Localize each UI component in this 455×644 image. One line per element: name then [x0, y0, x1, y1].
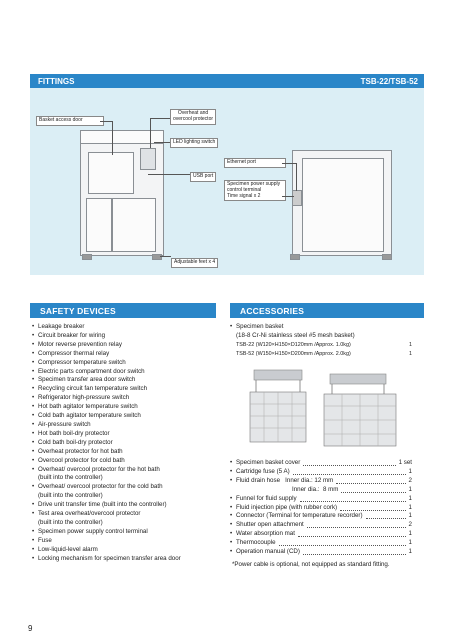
page-number: 9	[28, 624, 33, 633]
accessory-item	[230, 459, 412, 468]
basket-tsb22: TSB-22 (W120×H150×D120mm /Approx. 1.0kg)	[236, 341, 351, 348]
accessory-item	[230, 512, 412, 521]
accessory-label: Cartridge fuse (5 A)	[236, 467, 290, 475]
foot	[152, 254, 162, 260]
lower-door-left	[86, 198, 112, 252]
safety-devices-list	[32, 323, 232, 563]
machine-side-panel	[302, 158, 384, 252]
accessory-item	[230, 521, 412, 530]
safety-device-item: • Recycling circuit fan temperature switch	[32, 385, 232, 394]
dot-leader	[336, 483, 406, 484]
bullet: •	[230, 530, 233, 538]
accessory-label: Inner dia.: 8 mm	[292, 485, 339, 493]
foot	[82, 254, 92, 260]
leader-line	[150, 118, 170, 119]
accessory-qty: 1	[408, 512, 412, 520]
foot	[382, 254, 392, 260]
accessory-item	[230, 530, 412, 539]
leader-line	[148, 174, 190, 175]
accessory-label: Connector (Terminal for temperature recorder)	[236, 512, 363, 520]
safety-device-item: • Drive unit transfer time (built into the controller)	[32, 501, 232, 510]
label-ethernet-port: Ethernet port	[224, 158, 286, 168]
label-led-switch: LED lighting switch	[170, 138, 218, 148]
fittings-header	[30, 74, 424, 88]
safety-devices-header: SAFETY DEVICES	[30, 303, 216, 318]
safety-device-item: • Specimen power supply control terminal	[32, 528, 232, 537]
safety-device-item: • Overcool protector for cold bath	[32, 457, 232, 466]
safety-device-item: • Specimen transfer area door switch	[32, 376, 232, 385]
safety-device-item: • Leakage breaker	[32, 323, 232, 332]
safety-device-item: • Motor reverse prevention relay	[32, 341, 232, 350]
accessory-item	[230, 539, 412, 548]
dot-leader	[366, 518, 406, 519]
leader-line	[154, 142, 170, 143]
accessory-item	[230, 504, 412, 513]
accessory-qty: 2	[408, 476, 412, 484]
label-specimen-terminal: Specimen power supply control terminal Time signal x 2	[224, 180, 286, 201]
accessory-qty: 1	[408, 485, 412, 493]
label-overheat-protector: Overheat and overcool protector	[170, 109, 216, 125]
accessory-qty: 1	[408, 494, 412, 502]
safety-device-item: • Fuse	[32, 537, 232, 546]
control-panel	[140, 148, 156, 170]
accessory-qty: 1	[408, 539, 412, 547]
safety-device-item: • Overheat protector for hot bath	[32, 448, 232, 457]
accessory-label: Fluid injection pipe (with rubber cork)	[236, 503, 338, 511]
machine-front-top	[80, 130, 164, 144]
lower-door-right	[112, 198, 156, 252]
basket-tsb52: TSB-52 (W150×H150×D200mm /Approx. 2.0kg)	[236, 350, 351, 357]
accessory-label: Operation manual (CD)	[236, 548, 300, 555]
safety-device-item: • Locking mechanism for specimen transfer area door	[32, 555, 232, 564]
safety-device-item: • Cold bath agitator temperature switch	[32, 412, 232, 421]
accessory-item	[230, 548, 412, 557]
leader-line	[282, 163, 296, 164]
accessory-item	[230, 468, 412, 477]
fittings-title: FITTINGS	[38, 77, 75, 86]
accessories-note: *Power cable is optional, not equipped as standard fitting.	[232, 561, 390, 568]
safety-device-item: (built into the controller)	[38, 492, 103, 500]
safety-device-item: • Hot bath boil-dry protector	[32, 430, 232, 439]
bullet: •	[230, 503, 233, 511]
safety-device-item: • Low-liquid-level alarm	[32, 546, 232, 555]
foot	[290, 254, 300, 260]
accessories-header: ACCESSORIES	[230, 303, 424, 318]
accessory-qty: 1 set	[398, 459, 412, 466]
safety-device-item: • Hot bath agitator temperature switch	[32, 403, 232, 412]
label-basket-access-door: Basket access door	[36, 116, 104, 126]
bullet: •	[230, 539, 233, 547]
accessory-label: Thermocouple	[236, 539, 276, 547]
safety-device-item: • Test area overheat/overcool protector	[32, 510, 232, 519]
safety-device-item: • Refrigerator high-pressure switch	[32, 394, 232, 403]
label-usb-port: USB port	[190, 172, 216, 182]
dot-leader	[307, 527, 406, 528]
leader-line	[282, 196, 294, 197]
fittings-diagram	[30, 88, 424, 275]
bullet: •	[230, 521, 233, 529]
accessory-qty: 1	[408, 530, 412, 538]
accessory-label: Shutter open attachment	[236, 521, 304, 529]
safety-device-item: (built into the controller)	[38, 518, 103, 526]
safety-device-item: • Air-pressure switch	[32, 421, 232, 430]
safety-device-item: • Overheat/ overcool protector for the cold bath	[32, 483, 232, 492]
safety-device-item: (built into the controller)	[38, 474, 103, 482]
fittings-model: TSB-22/TSB-52	[360, 77, 418, 86]
accessory-label: Specimen basket cover	[236, 459, 301, 466]
dot-leader	[340, 510, 406, 511]
safety-device-item: • Compressor thermal relay	[32, 350, 232, 359]
leader-line	[112, 121, 113, 155]
bullet: •	[230, 459, 233, 466]
safety-device-item: • Cold bath boil-dry protector	[32, 439, 232, 448]
safety-device-item: • Compressor temperature switch	[32, 359, 232, 368]
dot-leader	[303, 554, 406, 555]
label-adjustable-feet: Adjustable feet x 4	[171, 258, 218, 268]
accessory-qty: 1	[408, 503, 412, 511]
dot-leader	[293, 474, 406, 475]
bullet: •	[230, 476, 233, 484]
bullet: •	[230, 548, 233, 555]
dot-leader	[298, 536, 406, 537]
accessory-item	[230, 486, 412, 495]
accessory-label: Fluid drain hose Inner dia.: 12 mm	[236, 476, 334, 484]
accessory-qty: 1	[408, 548, 412, 555]
leader-line	[296, 163, 297, 191]
leader-line	[100, 121, 112, 122]
dot-leader	[300, 501, 406, 502]
leader-line	[160, 256, 171, 257]
accessory-qty: 2	[408, 521, 412, 529]
safety-device-item: • Electric parts compartment door switch	[32, 368, 232, 377]
accessory-label: Funnel for fluid supply	[236, 494, 297, 502]
bullet: •	[230, 494, 233, 502]
safety-device-item: • Overheat/ overcool protector for the hot bath	[32, 466, 232, 475]
accessory-label: Water absorption mat	[236, 530, 295, 538]
bullet: •	[230, 467, 233, 475]
accessory-item	[230, 495, 412, 504]
specimen-basket-photo-tsb22	[246, 368, 312, 448]
bullet: •	[230, 512, 233, 520]
dot-leader	[279, 545, 406, 546]
leader-line	[150, 118, 151, 148]
dot-leader	[303, 465, 396, 466]
specimen-basket-photo-tsb52	[320, 372, 402, 450]
safety-device-item: • Circuit breaker for wiring	[32, 332, 232, 341]
accessory-item	[230, 477, 412, 486]
accessory-qty: 1	[408, 467, 412, 475]
rear-ports	[292, 190, 302, 206]
basket-access-door-panel	[88, 152, 134, 194]
accessory-specimen-basket: • Specimen basket (18-8 Cr-Ni stainless steel #5 mesh basket) TSB-22 (W120×H150×D120mm /Approx. 1.0kg) 1 TSB-52 (W150×H150×D200mm /Approx. 2.0kg) 1	[230, 323, 412, 357]
dot-leader	[341, 492, 406, 493]
